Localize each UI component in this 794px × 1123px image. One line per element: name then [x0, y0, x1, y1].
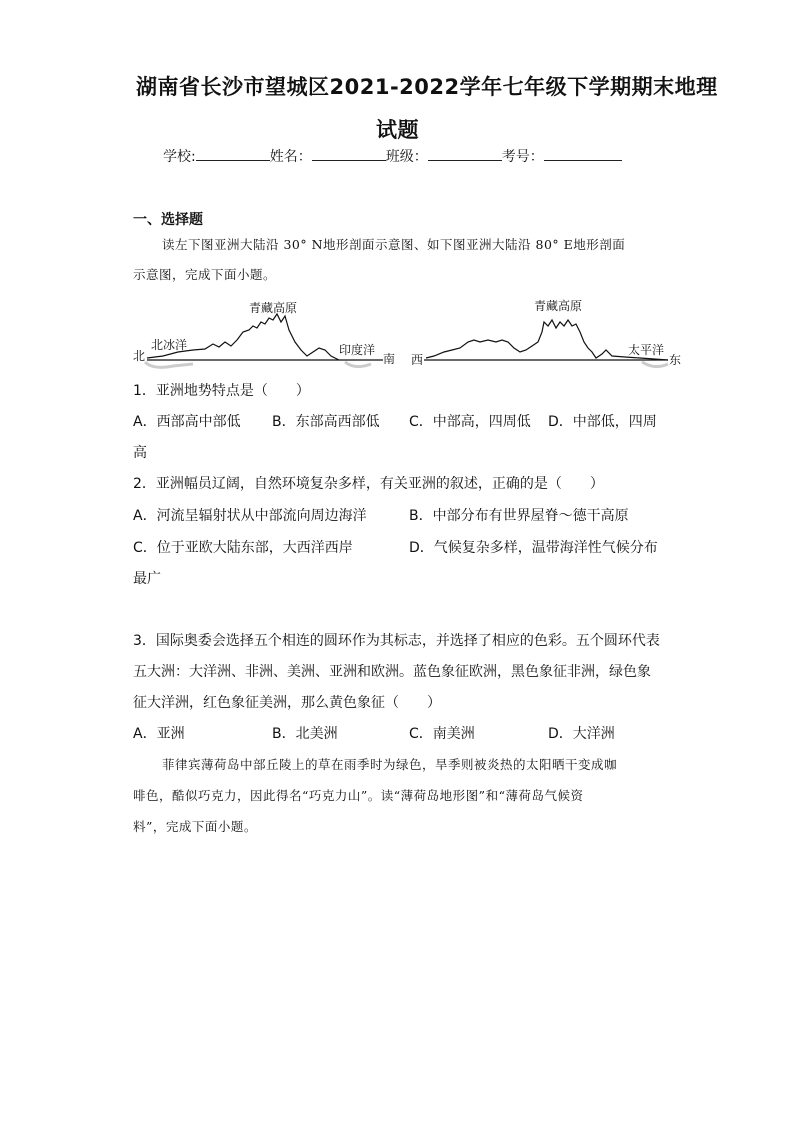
- page-title-line1: 湖南省长沙市望城区2021-2022学年七年级下学期期末地理: [136, 75, 718, 99]
- section-heading: 一、选择题: [133, 212, 203, 228]
- name-label: 姓名：: [269, 149, 312, 165]
- q2-option-d[interactable]: D．气候复杂多样，温带海洋性气候分布: [409, 540, 658, 556]
- q1-option-c[interactable]: C．中部高，四周低: [409, 414, 531, 430]
- intro-line-1: 读左下图亚洲大陆沿 30° N地形剖面示意图、如下图亚洲大陆沿 80° E地形剖面: [162, 237, 626, 252]
- passage-line-2: 啡色，酷似巧克力，因此得名“巧克力山”。读“薄荷岛地形图”和“薄荷岛气候资: [133, 788, 584, 803]
- name-blank[interactable]: [312, 146, 386, 161]
- profile-figure-30n: [133, 292, 403, 372]
- q3-stem-line1: 3．国际奥委会选择五个相连的圆环作为其标志，并选择了相应的色彩。五个圆环代表: [133, 633, 660, 649]
- intro-line-2: 示意图，完成下面小题。: [133, 267, 277, 282]
- page-title-line2: 试题: [376, 118, 419, 142]
- class-blank[interactable]: [428, 146, 502, 161]
- q1-option-b[interactable]: B．东部高西部低: [272, 414, 380, 430]
- q3-option-c[interactable]: C．南美洲: [409, 726, 475, 742]
- plateau-label-right: 青藏高原: [534, 299, 583, 313]
- shadow-right: [345, 362, 371, 367]
- profile-figure-80e: [410, 292, 685, 372]
- q1-stem: 1．亚洲地势特点是（ ）: [133, 383, 310, 399]
- class-label: 班级：: [385, 149, 428, 165]
- q1-option-d-cont: 高: [133, 445, 147, 461]
- q2-option-b[interactable]: B．中部分布有世界屋脊～德干高原: [409, 508, 629, 524]
- dir-north: 北: [133, 349, 146, 363]
- passage-line-3: 料”，完成下面小题。: [133, 819, 257, 834]
- ocean-pacific: 太平洋: [628, 343, 665, 357]
- q2-option-a[interactable]: A．河流呈辐射状从中部流向周边海洋: [133, 508, 367, 524]
- exam-no-label: 考号：: [501, 149, 544, 165]
- student-info-row: [163, 146, 622, 166]
- q3-option-b[interactable]: B．北美洲: [272, 726, 338, 742]
- ocean-arctic: 北冰洋: [151, 338, 188, 352]
- terrain-profile: [147, 314, 339, 360]
- shadow-left: [145, 362, 193, 367]
- ocean-indian: 印度洋: [339, 343, 376, 357]
- q3-option-a[interactable]: A．亚洲: [133, 726, 185, 742]
- exam-no-blank[interactable]: [544, 146, 622, 161]
- q1-option-d[interactable]: D．中部低，四周: [548, 414, 657, 430]
- q3-stem-line2: 五大洲：大洋洲、非洲、美洲、亚洲和欧洲。蓝色象征欧洲，黑色象征非洲，绿色象: [133, 664, 651, 680]
- q3-stem-line3: 征大洋洲，红色象征美洲，那么黄色象征（ ）: [133, 695, 441, 711]
- school-blank[interactable]: [196, 146, 270, 161]
- q2-option-d-cont: 最广: [133, 571, 161, 587]
- dir-west: 西: [411, 353, 424, 367]
- passage-line-1: 菲律宾薄荷岛中部丘陵上的草在雨季时为绿色，旱季则被炎热的太阳晒干变成咖: [162, 757, 618, 772]
- q2-option-c[interactable]: C．位于亚欧大陆东部，大西洋西岸: [133, 540, 353, 556]
- q3-option-d[interactable]: D．大洋洲: [548, 726, 615, 742]
- q1-option-a[interactable]: A．西部高中部低: [133, 414, 241, 430]
- school-label: 学校:: [163, 149, 196, 165]
- q2-stem: 2．亚洲幅员辽阔，自然环境复杂多样，有关亚洲的叙述，正确的是（ ）: [133, 476, 604, 492]
- dir-east: 东: [669, 353, 682, 367]
- dir-south: 南: [383, 352, 396, 366]
- shadow-right: [642, 362, 668, 367]
- plateau-label-left: 青藏高原: [249, 301, 298, 315]
